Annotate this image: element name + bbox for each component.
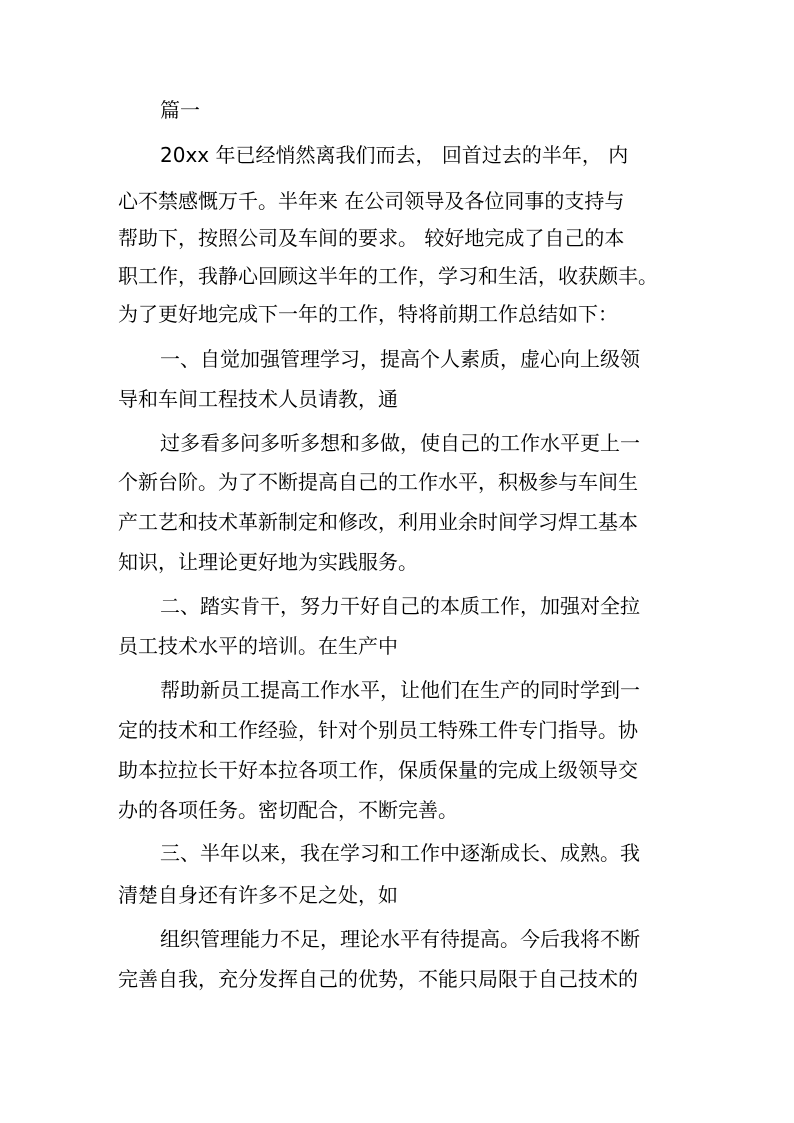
paragraph-line: 清楚自身还有许多不足之处，如 (118, 883, 398, 907)
paragraph-line: 个新台阶。为了不断提高自己的工作水平，积极参与车间生 (118, 470, 638, 494)
paragraph-line: 帮助下，按照公司及车间的要求。 较好地完成了自己的本 (118, 226, 625, 250)
paragraph-line: 过多看多问多听多想和多做，使自己的工作水平更上一 (160, 431, 640, 455)
paragraph-line: 办的各项任务。密切配合，不断完善。 (118, 798, 458, 822)
paragraph-line: 员工技术水平的培训。在生产中 (118, 634, 398, 658)
paragraph-line: 定的技术和工作经验，针对个别员工特殊工件专门指导。协 (118, 718, 638, 742)
paragraph-line: 产工艺和技术革新制定和修改，利用业余时间学习焊工基本 (118, 510, 638, 534)
paragraph-line: 助本拉拉长干好本拉各项工作，保质保量的完成上级领导交 (118, 758, 638, 782)
paragraph-line: 职工作，我静心回顾这半年的工作，学习和生活，收获颇丰。 (118, 264, 658, 288)
paragraph-line: 三、半年以来，我在学习和工作中逐渐成长、成熟。我 (160, 841, 640, 865)
section-heading: 篇一 (160, 98, 200, 122)
paragraph-line: 组织管理能力不足，理论水平有待提高。今后我将不断 (160, 927, 640, 951)
paragraph-line: 20xx 年已经悄然离我们而去， 回首过去的半年， 内 (160, 143, 629, 167)
paragraph-line: 为了更好地完成下一年的工作，特将前期工作总结如下： (118, 302, 618, 326)
paragraph-line: 心不禁感慨万千。半年来 在公司领导及各位同事的支持与 (118, 189, 625, 213)
paragraph-line: 知识，让理论更好地为实践服务。 (118, 550, 418, 574)
paragraph-line: 帮助新员工提高工作水平，让他们在生产的同时学到一 (160, 678, 640, 702)
paragraph-line: 完善自我，充分发挥自己的优势，不能只局限于自己技术的 (118, 967, 638, 991)
paragraph-line: 二、踏实肯干，努力干好自己的本质工作，加强对全拉 (160, 594, 640, 618)
paragraph-line: 导和车间工程技术人员请教，通 (118, 387, 398, 411)
paragraph-line: 一、自觉加强管理学习，提高个人素质，虚心向上级领 (160, 347, 640, 371)
